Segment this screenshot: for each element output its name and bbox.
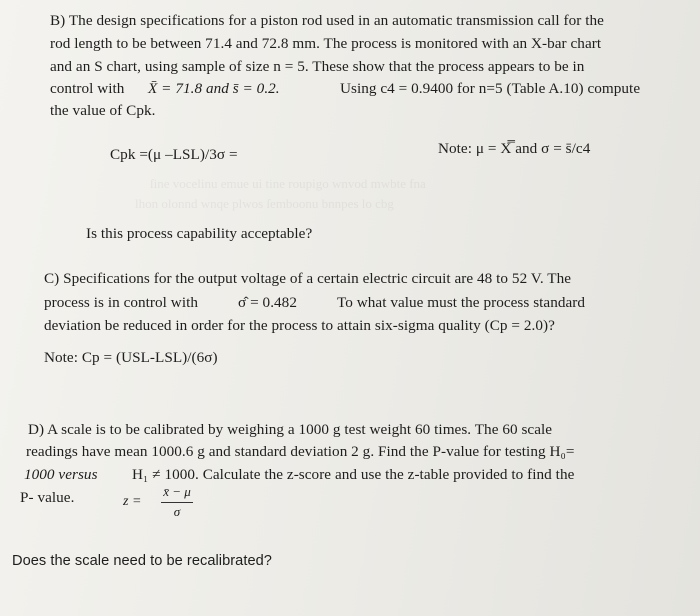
partC-line-1: C) Specifications for the output voltage of a certain electric circuit are 48 to 52 V. The [44, 270, 572, 287]
partB-line-4c: Using c4 = 0.9400 for n=5 (Table A.10) compute [340, 80, 641, 97]
partD-z-denominator: σ [173, 504, 181, 519]
partB-line-2: rod length to be between 71.4 and 72.8 mm. The process is monitored with an X-bar chart [50, 35, 602, 52]
partB-line-1: B) The design specifications for a piston rod used in an automatic transmission call for the [50, 12, 604, 29]
partB-note: Note: μ = X̿ and σ = s̄/c4 [438, 140, 591, 157]
partD-line-3a: 1000 versus [24, 466, 98, 483]
partB-question: Is this process capability acceptable? [86, 225, 313, 242]
bleed-through-text: lhon olonnd wnqe plwos ſemboonu bnnpes lo cbg [135, 196, 394, 211]
partD-line-2: readings have mean 1000.6 g and standard deviation 2 g. Find the P-value for testing H₀= [26, 443, 575, 460]
partC-line-2c: To what value must the process standard [337, 294, 586, 311]
partD-z-lhs: z = [123, 494, 142, 509]
partB-line-5: the value of Cpk. [50, 102, 156, 119]
partD-line-1: D) A scale is to be calibrated by weighing a 1000 g test weight 60 times. The 60 scale [28, 421, 553, 438]
partD-fraction-bar [161, 502, 193, 503]
partD-line-4: P- value. [20, 489, 75, 506]
partB-cpk-formula: Cpk =(μ –LSL)/3σ = [110, 146, 238, 163]
partC-sigma-hat: σ̂ = 0.482 [238, 294, 297, 311]
partC-line-3: deviation be reduced in order for the process to attain six-sigma quality (Cp = 2.0)? [44, 317, 555, 334]
partD-z-numerator: x̄ − μ [163, 484, 191, 499]
partC-note: Note: Cp = (USL-LSL)/(6σ) [44, 349, 218, 366]
partC-line-2a: process is in control with [44, 294, 198, 311]
partB-line-3: and an S chart, using sample of size n = 5. These show that the process appears to be in [50, 58, 585, 75]
partD-question: Does the scale need to be recalibrated? [12, 553, 272, 569]
partB-control-values: X̄ = 71.8 and s̄ = 0.2. [148, 80, 280, 97]
partD-line-3b: H₁ ≠ 1000. Calculate the z-score and use the z-table provided to find the [132, 466, 575, 483]
partB-line-4a: control with [50, 80, 125, 97]
bleed-through-text: ſine vocelinu emue ui tine roupigo wnvod mwbte fna [150, 176, 426, 191]
